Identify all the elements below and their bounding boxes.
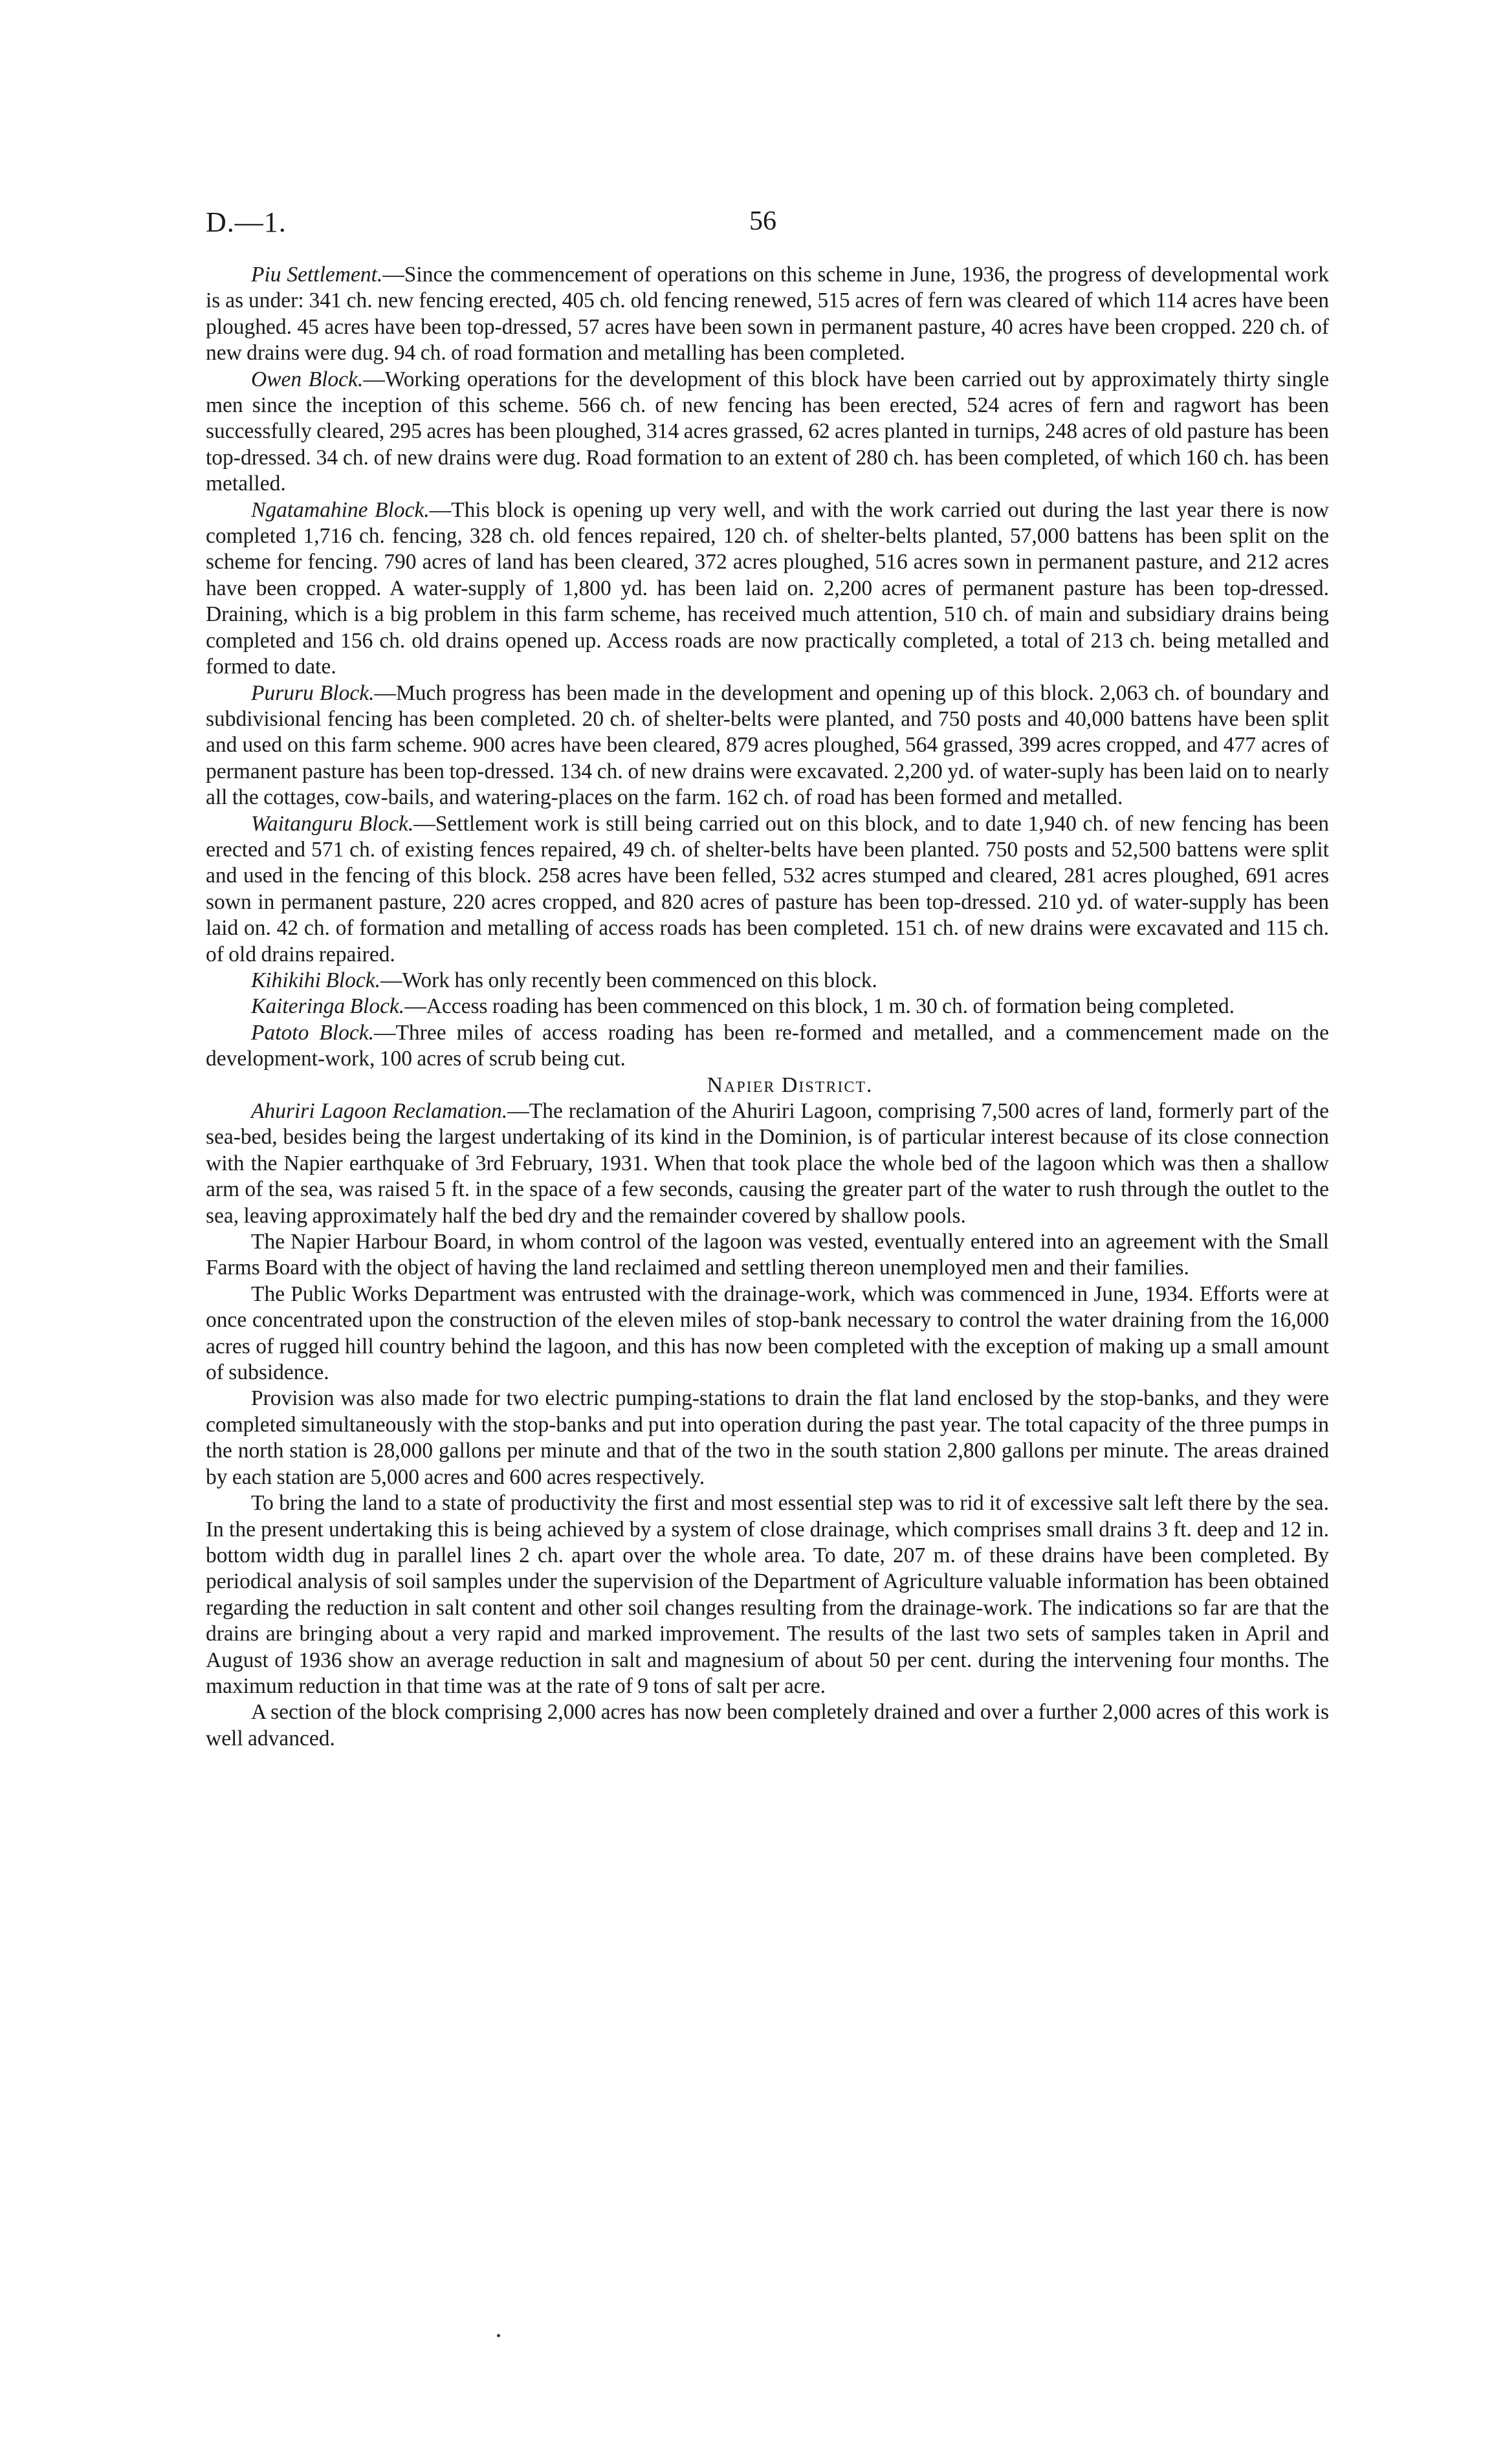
paragraph-lead: Kihikihi Block. <box>251 968 380 992</box>
paragraph-text: —The reclamation of the Ahuriri Lagoon, comprising 7,500 acres of land, formerly part of the sea-bed, besides being the largest undertaking of its kind in the Dominion, is of particular interest because of its close connection with the Napier earthquake of 3rd February, 1931. When that took place the whole bed of the lagoon which was then a shallow arm of the sea, was raised 5 ft. in the space of a few seconds, causing the greater part of the water to rush through the outlet to the sea, leaving approximately half the bed dry and the remainder covered by shallow pools. <box>206 1099 1329 1228</box>
paragraph-owen-block <box>206 367 1329 497</box>
paragraph-text: —Three miles of access roading has been re-formed and metalled, and a commencement made on the development-work, 100 acres of scrub being cut. <box>206 1020 1329 1071</box>
paragraph-lead: Ahuriri Lagoon Reclamation. <box>251 1099 508 1123</box>
paragraph-piu-settlement <box>206 262 1329 367</box>
paragraph-text: Provision was also made for two electric pumping-stations to drain the flat land enclosed by the stop-banks, and they were completed simultaneously with the stop-banks and put into operation during the past year. The total capacity of the three pumps in the north station is 28,000 gallons per minute and that of the two in the south station 2,800 gallons per minute. The areas drained by each station are 5,000 acres and 600 acres respectively. <box>206 1386 1329 1489</box>
paragraph-text: —Work has only recently been commenced on this block. <box>380 968 877 992</box>
paragraph-lead: Pururu Block. <box>251 681 375 705</box>
stray-mark <box>497 2334 500 2337</box>
paragraph-waitanguru-block <box>206 811 1329 968</box>
paragraph-public-works <box>206 1281 1329 1386</box>
section-heading-napier-district: Napier District. <box>707 1073 873 1097</box>
page-number: 56 <box>749 206 776 236</box>
paragraph-lead: Piu Settlement. <box>251 263 383 287</box>
paragraph-text: —Since the commencement of operations on this scheme in June, 1936, the progress of developmental work is as under: 341 ch. new fencing erected, 405 ch. old fencing renewed, 515 acres of fern was cleared of which 114 acres have been ploughed. 45 acres have been top-dressed, 57 acres have been sown in permanent pasture, 40 acres have been cropped. 220 ch. of new drains were dug. 94 ch. of road formation and metalling has been completed. <box>206 263 1329 365</box>
body-text <box>206 262 1329 1752</box>
paragraph-patoto-block <box>206 1020 1329 1073</box>
paragraph-kaiteringa-block <box>206 994 1329 1019</box>
page-header <box>206 206 1332 245</box>
paragraph-lead: Waitanguru Block. <box>251 811 414 836</box>
paragraph-section-drained <box>206 1699 1329 1752</box>
paragraph-text: A section of the block comprising 2,000 acres has now been completely drained and over a further 2,000 acres of this work is well advanced. <box>206 1700 1329 1750</box>
paragraph-ngatamahine-block <box>206 497 1329 681</box>
paragraph-ahuriri-lagoon <box>206 1098 1329 1229</box>
paragraph-lead: Patoto Block. <box>251 1020 374 1045</box>
paragraph-lead: Ngatamahine Block. <box>251 497 430 522</box>
page-code: D.—1. <box>206 206 287 238</box>
paragraph-text: —Working operations for the development of this block have been carried out by approximately thirty single men since the inception of this scheme. 566 ch. of new fencing has been erected, 524 acres of fern and ragwort has been successfully cleared, 295 acres has been ploughed, 314 acres grassed, 62 acres planted in turnips, 248 acres of old pasture has been top-dressed. 34 ch. of new drains were dug. Road formation to an extent of 280 ch. has been completed, of which 160 ch. has been metalled. <box>206 367 1330 496</box>
paragraph-pururu-block <box>206 681 1329 811</box>
paragraph-lead: Owen Block. <box>251 367 364 391</box>
paragraph-text: —Access roading has been commenced on this block, 1 m. 30 ch. of formation being completed. <box>404 994 1235 1019</box>
paragraph-text: To bring the land to a state of productivity the first and most essential step was to rid it of excessive salt left there by the sea. In the present undertaking this is being achieved by a system of close drainage, which comprises small drains 3 ft. deep and 12 in. bottom width dug in parallel lines 2 ch. apart over the whole area. To date, 207 m. of these drains have been completed. By periodical analysis of soil samples under the supervision of the Department of Agriculture valuable information has been obtained regarding the reduction in salt content and other soil changes resulting from the drainage-work. The indications so far are that the drains are bringing about a very rapid and marked improvement. The results of the last two sets of samples taken in April and August of 1936 show an average reduction in salt and magnesium of about 50 per cent. during the intervening four months. The maximum reduction in that time was at the rate of 9 tons of salt per acre. <box>206 1491 1329 1698</box>
paragraph-harbour-board <box>206 1229 1329 1281</box>
paragraph-salt-drainage <box>206 1490 1329 1699</box>
paragraph-text: —This block is opening up very well, and with the work carried out during the last year there is now completed 1,716 ch. fencing, 328 ch. old fences repaired, 120 ch. of shelter-belts planted, 57,000 battens has been split on the scheme for fencing. 790 acres of land has been cleared, 372 acres ploughed, 516 acres sown in permanent pasture, and 212 acres have been cropped. A water-supply of 1,800 yd. has been laid on. 2,200 acres of permanent pasture has been top-dressed. Draining, which is a big problem in this farm scheme, has received much attention, 510 ch. of main and subsidiary drains being completed and 156 ch. old drains opened up. Access roads are now practically completed, a total of 213 ch. being metalled and formed to date. <box>206 497 1329 679</box>
paragraph-text: The Public Works Department was entrusted with the drainage-work, which was commenced in June, 1934. Efforts were at once concentrated upon the construction of the eleven miles of stop-bank necessary to control the water draining from the 16,000 acres of rugged hill country behind the lagoon, and this has now been completed with the exception of making up a small amount of subsidence. <box>206 1281 1329 1385</box>
paragraph-kihikihi-block <box>206 968 1329 994</box>
paragraph-pumping-stations <box>206 1386 1329 1490</box>
paragraph-text: —Much progress has been made in the development and opening up of this block. 2,063 ch. of boundary and subdivisional fencing has been completed. 20 ch. of shelter-belts were planted, and 750 posts and 40,000 battens have been split and used on this farm scheme. 900 acres have been cleared, 879 acres ploughed, 564 grassed, 399 acres cropped, and 477 acres of permanent pasture has been top-dressed. 134 ch. of new drains were excavated. 2,200 yd. of water-suply has been laid on to nearly all the cottages, cow-bails, and watering-places on the farm. 162 ch. of road has been formed and metalled. <box>206 681 1329 810</box>
paragraph-text: The Napier Harbour Board, in whom control of the lagoon was vested, eventually entered into an agreement with the Small Farms Board with the object of having the land reclaimed and settling thereon unemployed men and their families. <box>206 1230 1329 1280</box>
paragraph-lead: Kaiteringa Block. <box>251 994 405 1019</box>
paragraph-text: —Settlement work is still being carried out on this block, and to date 1,940 ch. of new fencing has been erected and 571 ch. of existing fences repaired, 49 ch. of shelter-belts have been planted. 750 posts and 52,500 battens were split and used in the fencing of this block. 258 acres have been felled, 532 acres stumped and cleared, 281 acres ploughed, 691 acres sown in permanent pasture, 220 acres cropped, and 820 acres of pasture has been top-dressed. 210 yd. of water-supply has been laid on. 42 ch. of formation and metalling of access roads has been completed. 151 ch. of new drains were excavated and 115 ch. of old drains repaired. <box>206 811 1329 966</box>
